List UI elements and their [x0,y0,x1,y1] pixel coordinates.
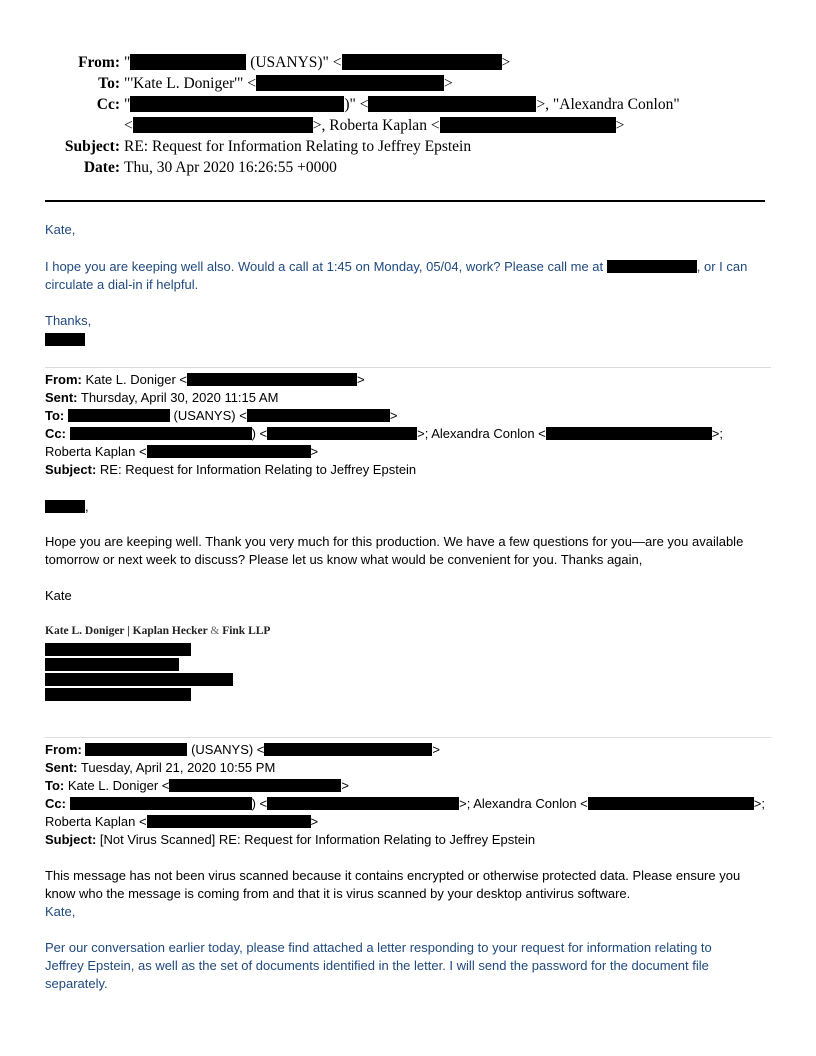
date-label: Date: [83,159,120,176]
redaction-box [45,500,85,513]
header-divider [45,200,765,202]
to-label: To: [98,75,120,92]
header-from-row [0,52,816,73]
cc-value: " )" < >, "Alexandra Conlon" [124,96,680,113]
message-separator [45,737,771,738]
msg1-subject: Subject: RE: Request for Information Relating to Jeffrey Epstein [45,462,417,477]
msg2-body-3: separately. [45,976,108,991]
msg2-to: To: Kate L. Doniger < > [45,778,349,793]
redaction-box [147,445,311,458]
msg1-from: From: Kate L. Doniger < > [45,372,365,387]
header-cc-cont-row [0,115,816,136]
msg2-notice-1: This message has not been virus scanned because it contains encrypted or otherwise protected data. Please ensure you [45,868,741,883]
redaction-box [440,117,616,133]
message-separator [45,367,771,368]
msg2-cc-cont: Roberta Kaplan < > [45,814,319,829]
msg2-notice-2: know who the message is coming from and that it is virus scanned by your desktop antivirus software. [45,886,631,901]
redaction-box [85,743,187,756]
redaction-box [247,409,390,422]
msg1-salutation: , [45,498,89,516]
header-cc-row [0,94,816,115]
reply-thanks: Thanks, [45,313,92,328]
msg2-body-2: Jeffrey Epstein, as well as the set of documents identified in the letter. I will send the password for the document file [45,958,709,973]
redaction-box [342,54,502,70]
redaction-box [68,409,170,422]
header-to-row [0,73,816,94]
msg1-signoff: Kate [45,588,72,603]
from-value: " (USANYS)" < > [124,54,511,71]
msg1-cc-cont: Roberta Kaplan < > [45,444,319,459]
redaction-box [45,688,191,701]
redaction-box [133,117,313,133]
date-value: Thu, 30 Apr 2020 16:26:55 +0000 [124,159,337,176]
reply-greeting: Kate, [45,222,76,237]
msg1-cc: Cc: ) < >; Alexandra Conlon < >; [45,426,723,441]
redaction-box [147,815,311,828]
msg2-body-1: Per our conversation earlier today, please find attached a letter responding to your request for information relating to [45,940,712,955]
reply-line-2: circulate a dial-in if helpful. [45,277,199,292]
email-header [0,52,816,178]
reply-line-1: I hope you are keeping well also. Would a call at 1:45 on Monday, 05/04, work? Please call me at , or I can [45,259,748,274]
redaction-box [70,797,252,810]
redaction-box [45,333,85,346]
msg1-body-1: Hope you are keeping well. Thank you very much for this production. We have a few questions for you—are you available [45,534,744,549]
msg2-subject: Subject: [Not Virus Scanned] RE: Request for Information Relating to Jeffrey Epstein [45,832,536,847]
cc-cont-value: < >, Roberta Kaplan < > [124,117,625,134]
redaction-box [130,96,344,112]
redaction-box [267,427,417,440]
redaction-box [607,260,697,273]
subject-label: Subject: [64,138,120,155]
header-subject-row [0,136,816,157]
msg1-sent: Sent: Thursday, April 30, 2020 11:15 AM [45,390,279,405]
msg2-cc: Cc: ) < >; Alexandra Conlon < >; [45,796,765,811]
redaction-box [45,658,179,671]
redaction-box [267,797,459,810]
msg1-to: To: (USANYS) < > [45,408,398,423]
redaction-box [70,427,252,440]
from-label: From: [78,54,120,71]
msg2-sent: Sent: Tuesday, April 21, 2020 10:55 PM [45,760,276,775]
reply-signature [45,331,85,349]
to-value: "'Kate L. Doniger'" < > [124,75,453,92]
msg2-greeting: Kate, [45,904,76,919]
redaction-box [130,54,246,70]
redaction-box [588,797,754,810]
redaction-box [45,673,233,686]
header-date-row [0,157,816,178]
redaction-box [187,373,357,386]
subject-value: RE: Request for Information Relating to Jeffrey Epstein [124,138,472,155]
msg2-from: From: (USANYS) < > [45,742,440,757]
msg1-body-2: tomorrow or next week to discuss? Please let us know what would be convenient for you. Thanks again, [45,552,643,567]
redaction-box [264,743,432,756]
cc-label: Cc: [96,96,120,113]
redaction-box [169,779,341,792]
redaction-box [368,96,536,112]
redaction-box [546,427,712,440]
redaction-box [45,643,191,656]
signature-redactions [45,643,233,701]
redaction-box [256,75,444,91]
signature-line: Kate L. Doniger | Kaplan Hecker & Fink LLP [45,625,271,637]
